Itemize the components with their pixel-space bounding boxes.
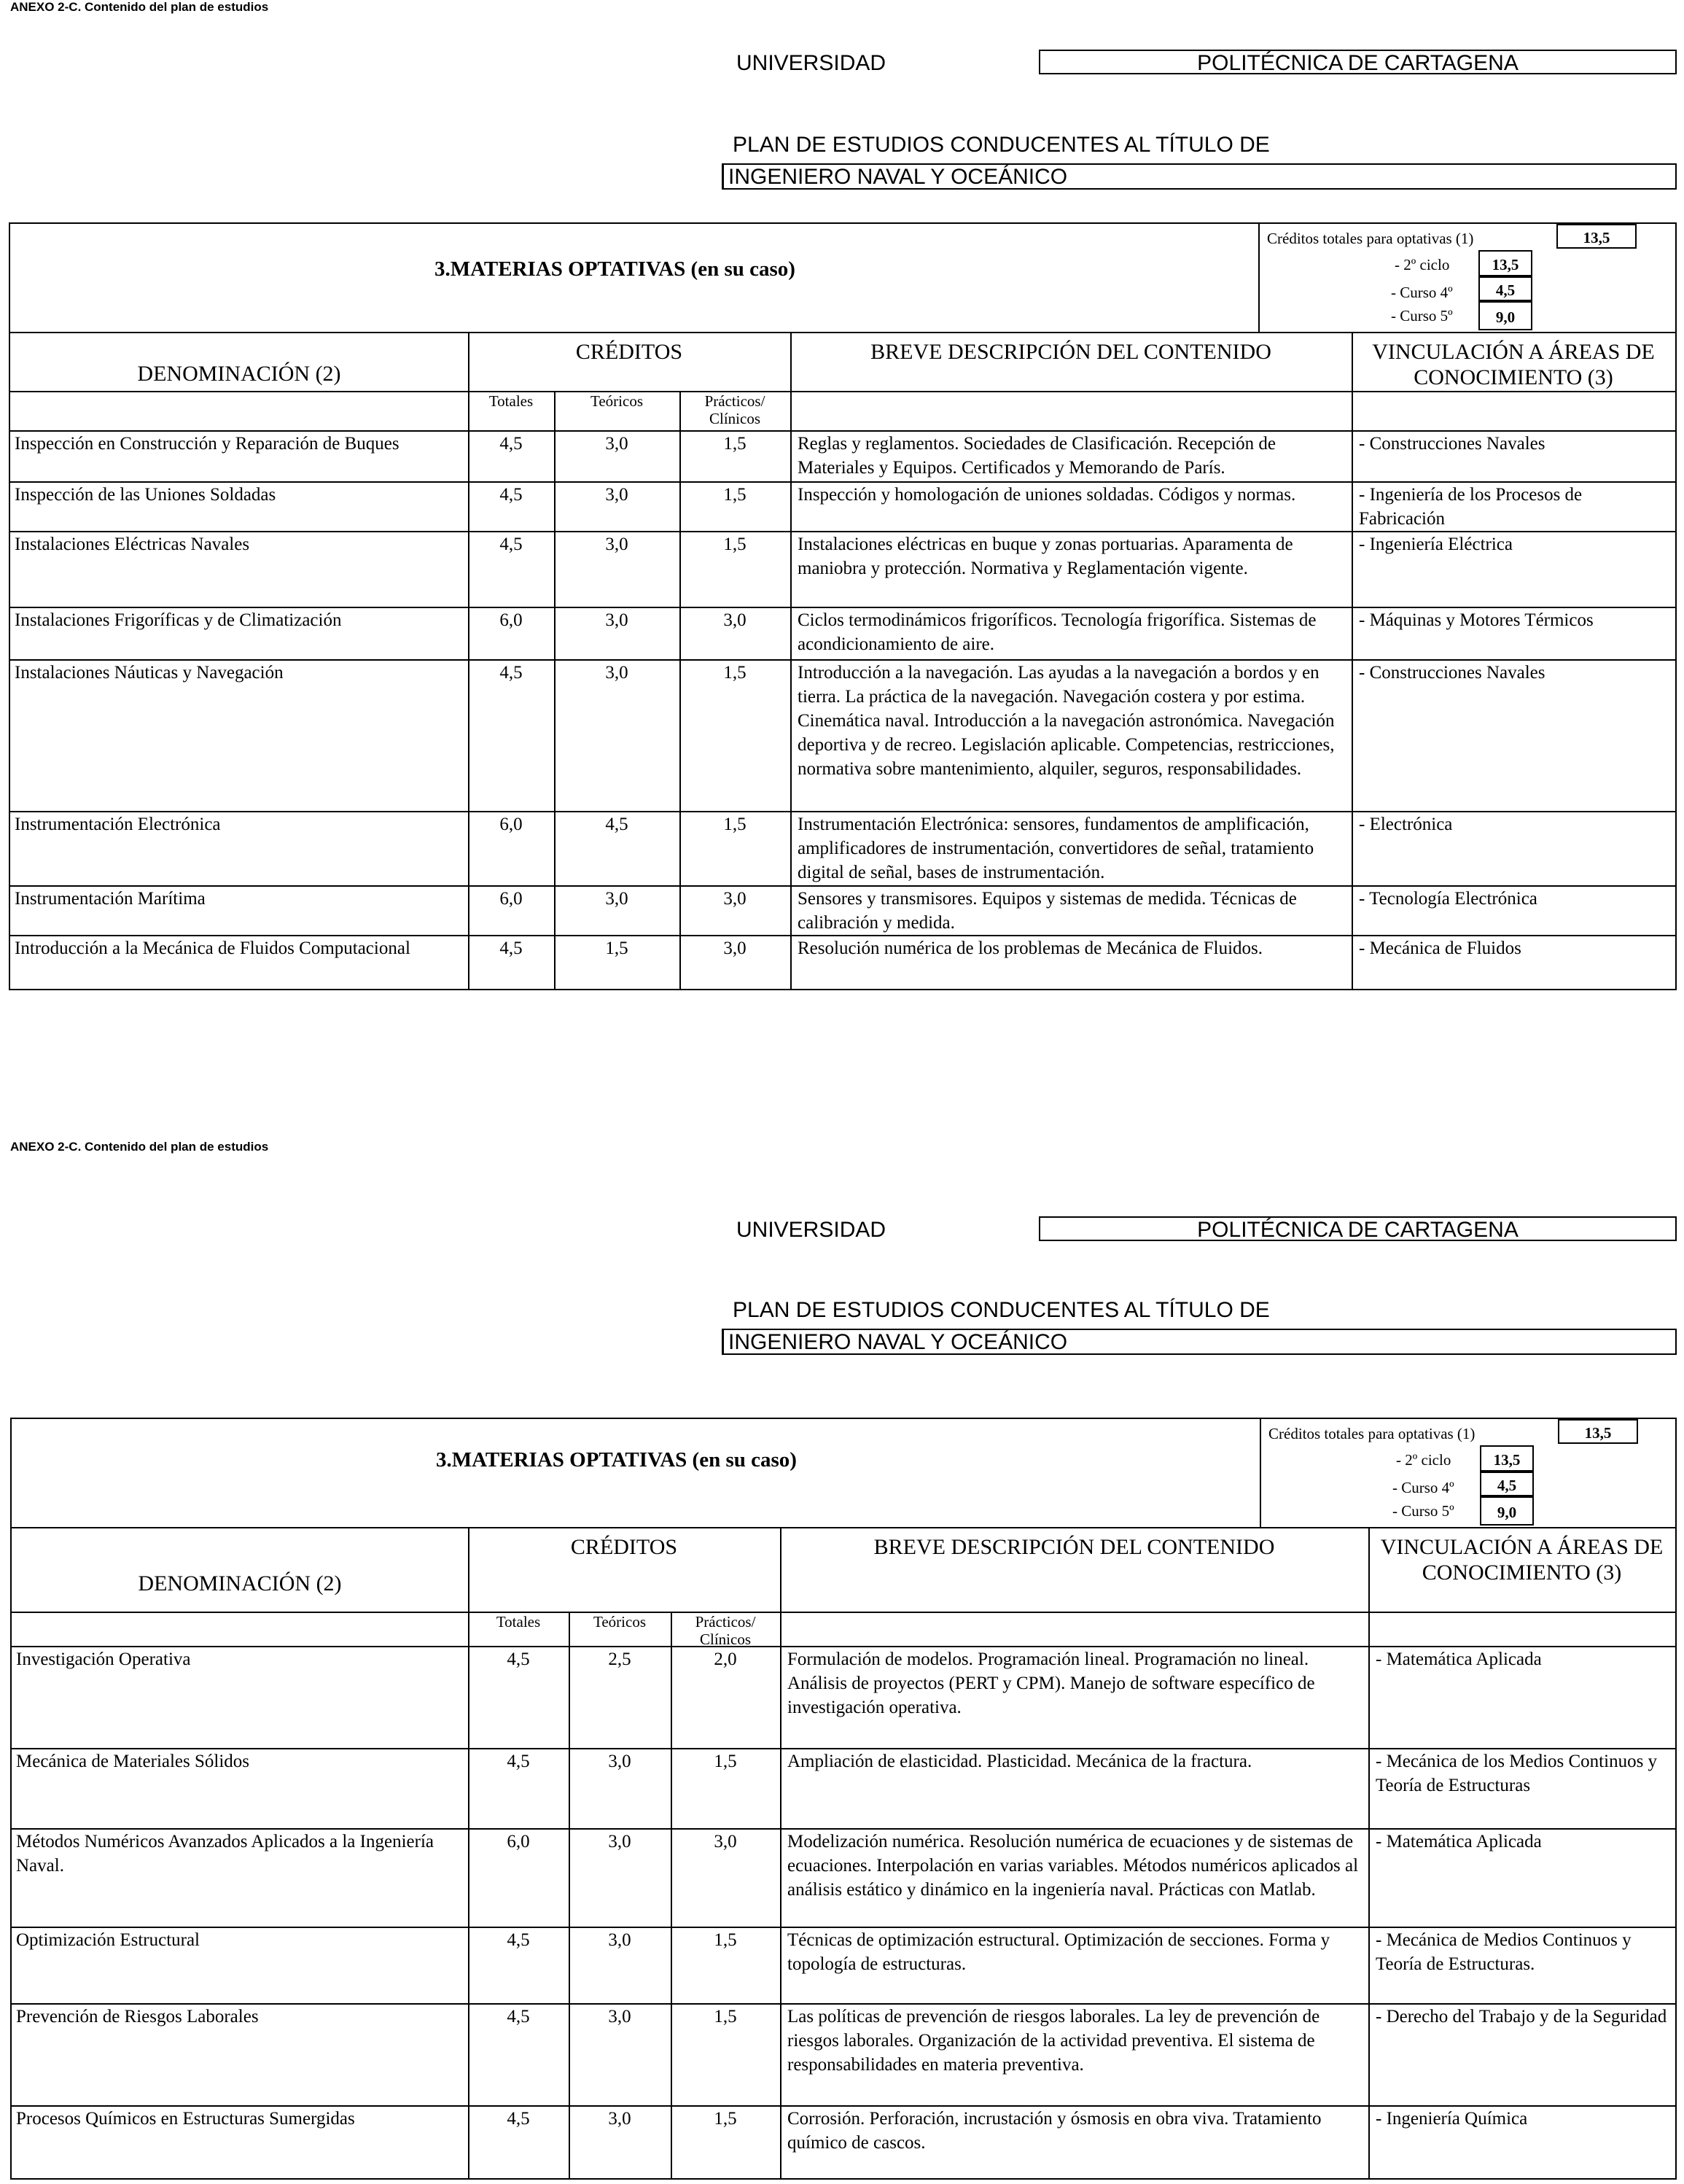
credits-totales: 4,5 bbox=[507, 1752, 530, 1771]
credits-totales: 4,5 bbox=[499, 434, 523, 454]
content-description: Sensores y transmisores. Equipos y sistemas de medida. Técnicas de calibración y medida. bbox=[798, 889, 1297, 933]
table-row bbox=[10, 481, 1675, 531]
knowledge-area: - Mecánica de Fluidos bbox=[1359, 939, 1521, 958]
credits-totales: 4,5 bbox=[499, 535, 523, 554]
credits-totales: 4,5 bbox=[499, 939, 523, 958]
header-denominacion: DENOMINACIÓN (2) bbox=[138, 1571, 342, 1596]
section-title: 3.MATERIAS OPTATIVAS (en su caso) bbox=[434, 257, 795, 281]
credits-practicos: 3,0 bbox=[723, 939, 747, 958]
credits-totales: 4,5 bbox=[499, 663, 523, 683]
credits-teoricos: 3,0 bbox=[605, 535, 628, 554]
content-description: Modelización numérica. Resolución numérica de ecuaciones y de sistemas de ecuaciones. Interpolación en varias variables. Métodos numéricos aplicados al análisis estático y dinámico en la ingeniería naval. Prácticas con Matlab. bbox=[787, 1832, 1359, 1900]
content-description: Inspección y homologación de uniones soldadas. Códigos y normas. bbox=[798, 485, 1296, 505]
credits-teoricos: 1,5 bbox=[605, 939, 628, 958]
credits-teoricos: 3,0 bbox=[605, 485, 628, 505]
content-description: Formulación de modelos. Programación lineal. Programación no lineal. Análisis de proyectos (PERT y CPM). Manejo de software específico de investigación operativa. bbox=[787, 1649, 1315, 1717]
knowledge-area: - Electrónica bbox=[1359, 815, 1453, 834]
header-teoricos: Teóricos bbox=[590, 392, 643, 410]
credits-total-label: Créditos totales para optativas (1) bbox=[1268, 1425, 1476, 1442]
credits-practicos: 2,0 bbox=[714, 1649, 737, 1669]
credits-teoricos: 2,5 bbox=[608, 1649, 631, 1669]
table-row bbox=[12, 1828, 1675, 1927]
table-row bbox=[10, 531, 1675, 607]
knowledge-area: - Tecnología Electrónica bbox=[1359, 889, 1537, 909]
credits-practicos: 1,5 bbox=[714, 1930, 737, 1950]
credits-total-value: 13,5 bbox=[1556, 224, 1637, 249]
annex-label: ANEXO 2-C. Contenido del plan de estudios bbox=[10, 0, 269, 14]
subject-name: Optimización Estructural bbox=[16, 1930, 200, 1950]
university-name-box: POLITÉCNICA DE CARTAGENA bbox=[1039, 50, 1677, 74]
knowledge-area: - Matemática Aplicada bbox=[1376, 1649, 1542, 1669]
knowledge-area: - Ingeniería de los Procesos de Fabricación bbox=[1359, 485, 1583, 529]
content-description: Técnicas de optimización estructural. Optimización de secciones. Forma y topología de estructuras. bbox=[787, 1930, 1330, 1974]
credits-cycle-label: - 2º ciclo bbox=[1396, 1451, 1451, 1469]
degree-title-box: INGENIERO NAVAL Y OCEÁNICO bbox=[722, 1329, 1677, 1355]
credits-course5-value: 9,0 bbox=[1478, 301, 1532, 330]
content-description: Reglas y reglamentos. Sociedades de Clasificación. Recepción de Materiales y Equipos. Certificados y Memorando de París. bbox=[798, 434, 1276, 478]
table-row bbox=[12, 1646, 1675, 1748]
credits-totales: 6,0 bbox=[499, 815, 523, 834]
knowledge-area: - Matemática Aplicada bbox=[1376, 1832, 1542, 1851]
table-row bbox=[10, 885, 1675, 935]
knowledge-area: - Construcciones Navales bbox=[1359, 663, 1545, 683]
knowledge-area: - Mecánica de los Medios Continuos y Teoría de Estructuras bbox=[1376, 1752, 1658, 1795]
credits-totales: 4,5 bbox=[507, 1649, 530, 1669]
credits-practicos: 1,5 bbox=[723, 663, 747, 683]
subheader-divider bbox=[10, 391, 1675, 392]
credits-total-value: 13,5 bbox=[1558, 1419, 1638, 1444]
section-title: 3.MATERIAS OPTATIVAS (en su caso) bbox=[436, 1448, 797, 1472]
content-description: Ampliación de elasticidad. Plasticidad. Mecánica de la fractura. bbox=[787, 1752, 1252, 1771]
credits-totales: 4,5 bbox=[499, 485, 523, 505]
table-row bbox=[12, 1748, 1675, 1828]
content-description: Las políticas de prevención de riesgos laborales. La ley de prevención de riesgos laborales. Organización de la actividad preventiva. El sistema de responsabilidades en materia preventiva. bbox=[787, 2007, 1320, 2075]
credits-totales: 6,0 bbox=[499, 610, 523, 630]
header-descripcion: BREVE DESCRIPCIÓN DEL CONTENIDO bbox=[870, 340, 1271, 364]
credits-practicos: 3,0 bbox=[714, 1832, 737, 1851]
content-description: Instrumentación Electrónica: sensores, fundamentos de amplificación, amplificadores de instrumentación, convertidores de señal, tratamiento digital de señal, bases de instrumentación. bbox=[798, 815, 1314, 882]
credits-course4-label: - Curso 4º bbox=[1391, 284, 1453, 301]
credits-course4-value: 4,5 bbox=[1478, 276, 1532, 301]
content-description: Resolución numérica de los problemas de Mecánica de Fluidos. bbox=[798, 939, 1263, 958]
plan-heading: PLAN DE ESTUDIOS CONDUCENTES AL TÍTULO DE bbox=[733, 1298, 1270, 1322]
credits-teoricos: 3,0 bbox=[608, 1832, 631, 1851]
subject-name: Instalaciones Náuticas y Navegación bbox=[15, 663, 284, 683]
subject-name: Mecánica de Materiales Sólidos bbox=[16, 1752, 250, 1771]
credits-cycle-label: - 2º ciclo bbox=[1395, 256, 1450, 273]
optional-credits-box bbox=[1258, 224, 1675, 332]
subject-name: Investigación Operativa bbox=[16, 1649, 191, 1669]
credits-practicos: 1,5 bbox=[723, 815, 747, 834]
table-row bbox=[10, 811, 1675, 885]
credits-totales: 4,5 bbox=[507, 2007, 530, 2026]
header-creditos: CRÉDITOS bbox=[575, 340, 683, 364]
credits-practicos: 1,5 bbox=[714, 1752, 737, 1771]
table-row bbox=[10, 659, 1675, 811]
section-header bbox=[10, 224, 1675, 333]
subject-name: Instrumentación Marítima bbox=[15, 889, 206, 909]
header-teoricos: Teóricos bbox=[593, 1613, 646, 1631]
degree-title-box: INGENIERO NAVAL Y OCEÁNICO bbox=[722, 163, 1677, 190]
credits-course4-value: 4,5 bbox=[1480, 1472, 1534, 1496]
credits-practicos: 1,5 bbox=[723, 434, 747, 454]
table-row bbox=[10, 935, 1675, 989]
credits-totales: 6,0 bbox=[507, 1832, 530, 1851]
table-row bbox=[12, 2105, 1675, 2181]
credits-teoricos: 3,0 bbox=[605, 889, 628, 909]
subject-name: Prevención de Riesgos Laborales bbox=[16, 2007, 259, 2026]
credits-practicos: 1,5 bbox=[723, 485, 747, 505]
credits-teoricos: 3,0 bbox=[608, 1930, 631, 1950]
subjects-table bbox=[10, 1418, 1677, 2180]
header-practicos: Prácticos/ Clínicos bbox=[704, 392, 765, 427]
header-descripcion: BREVE DESCRIPCIÓN DEL CONTENIDO bbox=[873, 1535, 1275, 1559]
credits-course5-label: - Curso 5º bbox=[1391, 307, 1453, 325]
credits-course5-label: - Curso 5º bbox=[1392, 1502, 1454, 1520]
subject-name: Métodos Numéricos Avanzados Aplicados a la Ingeniería Naval. bbox=[16, 1832, 434, 1876]
header-vinculacion: VINCULACIÓN A ÁREAS DE CONOCIMIENTO (3) bbox=[1380, 1535, 1664, 1585]
section-header bbox=[12, 1419, 1675, 1528]
subject-name: Instalaciones Frigoríficas y de Climatización bbox=[15, 610, 342, 630]
credits-practicos: 3,0 bbox=[723, 889, 747, 909]
credits-cycle-value: 13,5 bbox=[1478, 250, 1532, 276]
header-vinculacion: VINCULACIÓN A ÁREAS DE CONOCIMIENTO (3) bbox=[1372, 340, 1655, 389]
university-label: UNIVERSIDAD bbox=[736, 51, 886, 75]
content-description: Corrosión. Perforación, incrustación y ósmosis en obra viva. Tratamiento químico de cascos. bbox=[787, 2109, 1322, 2153]
subject-name: Instrumentación Electrónica bbox=[15, 815, 221, 834]
plan-heading: PLAN DE ESTUDIOS CONDUCENTES AL TÍTULO DE bbox=[733, 133, 1270, 157]
credits-totales: 4,5 bbox=[507, 2109, 530, 2129]
knowledge-area: - Ingeniería Eléctrica bbox=[1359, 535, 1513, 554]
credits-total-label: Créditos totales para optativas (1) bbox=[1267, 230, 1474, 247]
university-label: UNIVERSIDAD bbox=[736, 1218, 886, 1242]
credits-practicos: 1,5 bbox=[714, 2007, 737, 2026]
table-row bbox=[12, 2003, 1675, 2105]
credits-teoricos: 3,0 bbox=[605, 610, 628, 630]
credits-teoricos: 3,0 bbox=[605, 434, 628, 454]
knowledge-area: - Construcciones Navales bbox=[1359, 434, 1545, 454]
header-practicos: Prácticos/ Clínicos bbox=[695, 1613, 756, 1648]
credits-practicos: 1,5 bbox=[723, 535, 747, 554]
credits-teoricos: 3,0 bbox=[605, 663, 628, 683]
credits-practicos: 3,0 bbox=[723, 610, 747, 630]
content-description: Instalaciones eléctricas en buque y zonas portuarias. Aparamenta de maniobra y protección. Normativa y Reglamentación vigente. bbox=[798, 535, 1293, 578]
table-row bbox=[10, 430, 1675, 481]
knowledge-area: - Derecho del Trabajo y de la Seguridad bbox=[1376, 2007, 1667, 2026]
credits-teoricos: 4,5 bbox=[605, 815, 628, 834]
subject-name: Inspección en Construcción y Reparación de Buques bbox=[15, 434, 399, 454]
credits-cycle-value: 13,5 bbox=[1480, 1445, 1534, 1472]
university-name-box: POLITÉCNICA DE CARTAGENA bbox=[1039, 1216, 1677, 1241]
credits-teoricos: 3,0 bbox=[608, 1752, 631, 1771]
header-totales: Totales bbox=[488, 392, 534, 410]
content-description: Ciclos termodinámicos frigoríficos. Tecnología frigorífica. Sistemas de acondicionamiento de aire. bbox=[798, 610, 1317, 654]
credits-teoricos: 3,0 bbox=[608, 2007, 631, 2026]
content-description: Introducción a la navegación. Las ayudas a la navegación a bordos y en tierra. La práctica de la navegación. Navegación costera y por estima. Cinemática naval. Introducción a la navegación astronómica. Navegación deportiva y de recreo. Legislación aplicable. Competencias, restricciones, normativa sobre mantenimiento, alquiler, seguros, responsabilidades. bbox=[798, 663, 1335, 779]
subject-name: Inspección de las Uniones Soldadas bbox=[15, 485, 276, 505]
table-row bbox=[10, 607, 1675, 659]
header-denominacion: DENOMINACIÓN (2) bbox=[137, 362, 341, 386]
subject-name: Instalaciones Eléctricas Navales bbox=[15, 535, 250, 554]
optional-credits-box bbox=[1260, 1419, 1675, 1527]
credits-course4-label: - Curso 4º bbox=[1392, 1479, 1454, 1496]
credits-totales: 4,5 bbox=[507, 1930, 530, 1950]
credits-course5-value: 9,0 bbox=[1480, 1496, 1534, 1526]
subjects-table bbox=[9, 222, 1677, 990]
credits-teoricos: 3,0 bbox=[608, 2109, 631, 2129]
knowledge-area: - Ingeniería Química bbox=[1376, 2109, 1528, 2129]
knowledge-area: - Mecánica de Medios Continuos y Teoría de Estructuras. bbox=[1376, 1930, 1632, 1974]
knowledge-area: - Máquinas y Motores Térmicos bbox=[1359, 610, 1594, 630]
subject-name: Introducción a la Mecánica de Fluidos Computacional bbox=[15, 939, 410, 958]
credits-practicos: 1,5 bbox=[714, 2109, 737, 2129]
table-row bbox=[12, 1927, 1675, 2003]
subject-name: Procesos Químicos en Estructuras Sumergidas bbox=[16, 2109, 355, 2129]
subheader-divider bbox=[12, 1612, 1675, 1613]
header-creditos: CRÉDITOS bbox=[570, 1535, 678, 1559]
header-totales: Totales bbox=[496, 1613, 541, 1631]
credits-totales: 6,0 bbox=[499, 889, 523, 909]
annex-label: ANEXO 2-C. Contenido del plan de estudios bbox=[10, 1140, 269, 1154]
